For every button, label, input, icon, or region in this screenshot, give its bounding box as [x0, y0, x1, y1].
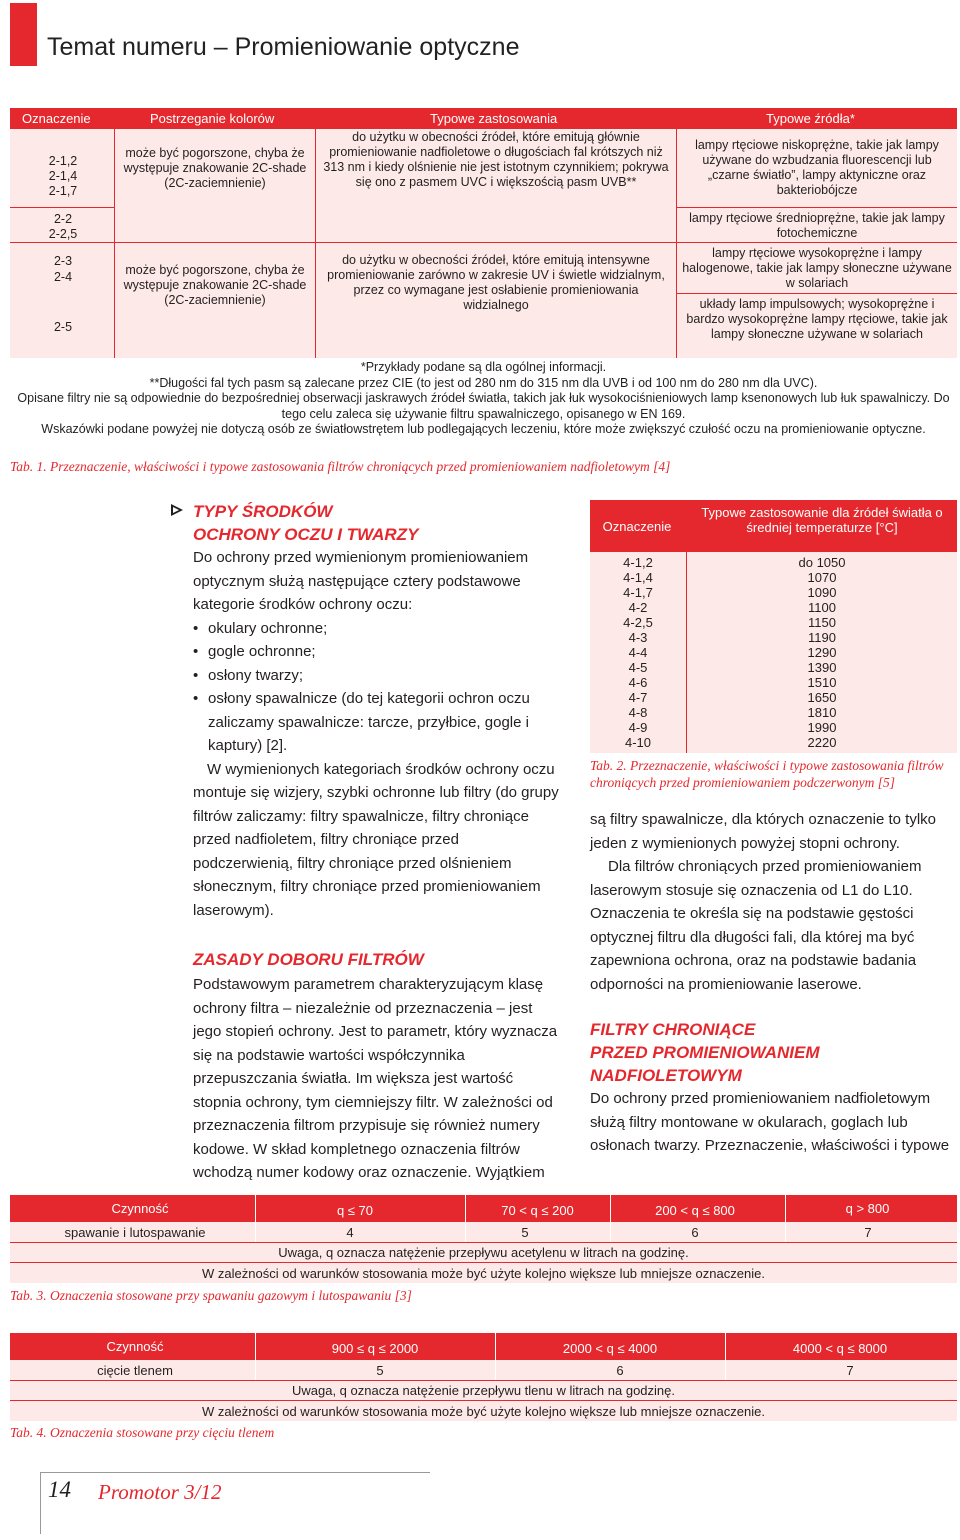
- temperature-cell: 1990: [807, 720, 837, 735]
- title-dash: –: [206, 33, 235, 61]
- heading-types: [193, 500, 561, 546]
- table-4-caption: Tab. 4. Oznaczenia stosowane przy cięciu tlenem: [10, 1425, 275, 1440]
- source-cell: lampy rtęciowe średnioprężne, takie jak lampy fotochemiczne: [689, 211, 945, 240]
- heading-line: NADFIOLETOWYM: [590, 1066, 742, 1085]
- table-4-header: [10, 1333, 957, 1360]
- code-cell: 2-2,5: [48, 227, 78, 241]
- temperature-cell: 1100: [808, 600, 836, 615]
- code-cell: 4-7: [628, 690, 648, 705]
- table-1: [10, 108, 957, 358]
- footer-divider: [40, 1472, 430, 1473]
- heading-line: FILTRY CHRONIĄCE: [590, 1020, 756, 1039]
- col-header: 200 < q ≤ 800: [655, 1203, 735, 1218]
- value-cell: 7: [846, 1363, 854, 1378]
- code-cell: 4-4: [628, 645, 648, 660]
- code-cell: 2-1,4: [48, 169, 78, 183]
- col-header: q ≤ 70: [336, 1203, 374, 1218]
- page-number: 14: [48, 1477, 71, 1502]
- section-arrow-icon: [171, 504, 183, 516]
- col-header: Oznaczenie: [602, 519, 672, 534]
- value-cell: 5: [376, 1363, 384, 1378]
- code-cell: 4-1,7: [623, 585, 653, 600]
- col-header: Postrzeganie kolorów: [150, 111, 275, 126]
- table-3-caption: Tab. 3. Oznaczenia stosowane przy spawaniu gazowym i lutospawaniu [3]: [10, 1288, 412, 1303]
- heading-uv-filters: [590, 1018, 960, 1087]
- value-cell: 4: [346, 1225, 354, 1240]
- col-header: 70 < q ≤ 200: [501, 1203, 574, 1218]
- heading-line: TYPY ŚRODKÓW: [193, 502, 333, 521]
- table-2-header: [590, 500, 957, 552]
- usage-cell: do użytku w obecności źródeł, które emitują intensywne promieniowanie zarówno w zakresie UV i świetle widzialnym, przez co wymagane jest osłabienie promieniowania widzialnego: [327, 253, 665, 312]
- col-header: Czynność: [106, 1339, 164, 1354]
- temperature-cell: 1290: [807, 645, 837, 660]
- bullet-list: [193, 617, 561, 758]
- col-header: 2000 < q ≤ 4000: [562, 1341, 658, 1356]
- list-item: • gogle ochronne;: [193, 640, 561, 664]
- code-cell: 4-9: [628, 720, 648, 735]
- table-1-notes: [10, 360, 957, 438]
- right-column: [590, 808, 960, 1158]
- value-cell: 6: [691, 1225, 699, 1240]
- note-line: Uwaga, q oznacza natężenie przepływu tlenu w litrach na godzinę.: [291, 1383, 675, 1398]
- code-cell: 2-3: [53, 254, 73, 268]
- note-line: Wskazówki podane powyżej nie dotyczą osób ze światłowstrętem lub podlegających leczeniu, które może zwiększyć czułość oczu na promieniowanie optyczne.: [41, 422, 926, 436]
- page-title: [47, 33, 519, 62]
- paragraph: Dla filtrów chroniących przed promieniowaniem laserowym stosuje się oznaczenia od L1 do L10. Oznaczenia te określa się na podstawie gęstości optycznej filtru dla długości fali, dla której ma być zapewniona ochrona, oraz na podstawie badania odporności na promieniowanie laserowe.: [590, 858, 922, 993]
- code-cell: 2-4: [53, 270, 73, 284]
- table-3: [10, 1195, 957, 1283]
- value-cell: 7: [864, 1225, 872, 1240]
- table-1-caption: Tab. 1. Przeznaczenie, właściwości i typowe zastosowania filtrów chroniących przed promieniowaniem nadfioletowym [4]: [10, 459, 671, 474]
- paragraph: W wymienionych kategoriach środków ochrony oczu montuje się wizjery, szybki ochronne lub filtry (do grupy filtrów zaliczamy: filtry spawalnicze, filtry chroniące przed nadfioletem, filtry chroniące przed podczerwienią, filtry chroniące przed olśnieniem słonecznym, filtry chroniące przed promieniowaniem laserowym).: [193, 760, 559, 919]
- section-label: Temat numeru: [47, 33, 207, 61]
- code-cell: 4-6: [628, 675, 648, 690]
- code-cell: 2-5: [53, 320, 73, 334]
- value-cell: 6: [616, 1363, 624, 1378]
- code-cell: 4-2: [628, 600, 648, 615]
- code-cell: 4-1,4: [623, 570, 653, 585]
- code-cell: 2-1,7: [48, 184, 78, 198]
- note-line: **Długości fal tych pasm są zalecane przez CIE (to jest od 280 nm do 315 nm dla UVB i od 100 nm do 280 nm dla UVC).: [149, 375, 818, 390]
- temperature-cell: 1810: [807, 705, 837, 720]
- table-1-header: [10, 108, 957, 129]
- col-header: q > 800: [845, 1201, 890, 1216]
- note-line: Opisane filtry nie są odpowiednie do bezpośredniej obserwacji jaskrawych źródeł światła, takich jak łuk wysokociśnieniowych lamp ksenonowych lub łuk spawalniczy. Do tego celu zaleca się używanie filtru spawalniczego, opisanego w EN 169.: [17, 391, 950, 421]
- code-cell: 4-3: [628, 630, 648, 645]
- col-header: Typowe zastosowanie dla źródeł światła o średniej temperaturze [°C]: [701, 505, 943, 535]
- col-header: Typowe zastosowania: [430, 111, 558, 126]
- activity-cell: cięcie tlenem: [97, 1363, 173, 1378]
- code-cell: 4-10: [624, 735, 652, 750]
- note-line: *Przykłady podane są dla ogólnej informacji.: [360, 360, 607, 374]
- code-cell: 2-1,2: [48, 154, 78, 168]
- value-cell: 5: [521, 1225, 529, 1240]
- heading-line: PRZED PROMIENIOWANIEM: [590, 1043, 820, 1062]
- temperature-cell: 1510: [807, 675, 837, 690]
- perception-cell: może być pogorszone, chyba że występuje znakowanie 2C-shade (2C-zaciemnienie): [123, 263, 307, 307]
- perception-cell: może być pogorszone, chyba że występuje znakowanie 2C-shade (2C-zaciemnienie): [123, 146, 307, 190]
- note-line: W zależności od warunków stosowania może być użyte kolejno większe lub mniejsze oznaczenie.: [202, 1404, 765, 1419]
- topic-label: Promieniowanie optyczne: [234, 33, 520, 61]
- temperature-cell: 1190: [808, 630, 836, 645]
- heading-rules: ZASADY DOBORU FILTRÓW: [193, 950, 424, 969]
- table-2-caption: Tab. 2. Przeznaczenie, właściwości i typowe zastosowania filtrów chroniących przed promieniowaniem podczerwonym [5]: [590, 758, 944, 790]
- table-4: [10, 1333, 957, 1421]
- temperature-cell: 1150: [808, 615, 836, 630]
- temperature-cell: 1390: [807, 660, 837, 675]
- col-header: 900 ≤ q ≤ 2000: [331, 1341, 419, 1356]
- code-cell: 4-1,2: [623, 555, 653, 570]
- code-cell: 4-2,5: [623, 615, 653, 630]
- col-header: Typowe źródła*: [766, 111, 855, 126]
- header-accent-block: [10, 3, 37, 66]
- left-column: [193, 500, 561, 1185]
- temperature-cell: 2220: [807, 735, 837, 750]
- source-cell: lampy rtęciowe niskoprężne, takie jak lampy używane do wzbudzania fluorescencji lub „czarne światło”, lampy aktyniczne oraz bakteriobójcze: [695, 138, 939, 197]
- intro-paragraph: Do ochrony przed wymienionym promieniowaniem optycznym służą następujące cztery podstawowe kategorie środków ochrony oczu:: [193, 549, 529, 613]
- col-header: 4000 < q ≤ 8000: [792, 1341, 888, 1356]
- temperature-cell: do 1050: [798, 555, 846, 570]
- col-header: Czynność: [111, 1201, 169, 1216]
- note-line: Uwaga, q oznacza natężenie przepływu acetylenu w litrach na godzinę.: [278, 1245, 689, 1260]
- heading-line: OCHRONY OCZU I TWARZY: [193, 525, 419, 544]
- note-line: W zależności od warunków stosowania może być użyte kolejno większe lub mniejsze oznaczenie.: [202, 1266, 765, 1281]
- usage-cell: do użytku w obecności źródeł, które emitują głównie promieniowanie nadfioletowe o długościach fal krótszych niż 313 nm i kiedy olśnienie nie jest istotnym czynnikiem; pokrywa się ono z pasmem UVC i większością pasm UVB**: [323, 130, 669, 189]
- source-cell: lampy rtęciowe wysokoprężne i lampy halogenowe, takie jak lampy słoneczne używane w solariach: [682, 246, 952, 290]
- list-item: • osłony twarzy;: [193, 664, 561, 688]
- source-cell: układy lamp impulsowych; wysokoprężne i bardzo wysokoprężne lampy rtęciowe, takie jak lampy słoneczne używane w solariach: [686, 297, 948, 341]
- col-header: Oznaczenie: [22, 111, 91, 126]
- code-cell: 2-2: [53, 212, 73, 226]
- list-item: • osłony spawalnicze (do tej kategorii ochron oczu zaliczamy spawalnicze: tarcze, przyłbice, gogle i kaptury) [2].: [193, 687, 561, 758]
- table-2: [590, 500, 957, 753]
- table-3-header: [10, 1195, 957, 1222]
- publication-name: Promotor 3/12: [98, 1480, 222, 1504]
- paragraph: są filtry spawalnicze, dla których oznaczenie to tylko jeden z wymienionych powyżej stopni ochrony.: [590, 811, 936, 852]
- footer-divider-vertical: [40, 1472, 41, 1534]
- temperature-cell: 1650: [807, 690, 837, 705]
- code-cell: 4-8: [628, 705, 648, 720]
- paragraph: Do ochrony przed promieniowaniem nadfioletowym służą filtry montowane w okularach, goglach lub osłonach twarzy. Przeznaczenie, właściwości i typowe: [590, 1090, 950, 1154]
- code-cell: 4-5: [628, 660, 648, 675]
- temperature-cell: 1090: [807, 585, 837, 600]
- temperature-cell: 1070: [807, 570, 837, 585]
- list-item: • okulary ochronne;: [193, 617, 561, 641]
- paragraph: Podstawowym parametrem charakteryzującym klasę ochrony filtra – niezależnie od przeznaczenia – jest jego stopień ochrony. Jest to parametr, który wyznacza się na podstawie wartości współczynnika przepuszczania światła. Im większa jest wartość stopnia ochrony, tym ciemniejszy filtr. W zależności od przeznaczenia filtrom przypisuje się również numery kodowe. W skład kompletnego oznaczenia filtrów wchodzą numer kodowy oraz oznaczenie. Wyjątkiem: [193, 976, 558, 1181]
- activity-cell: spawanie i lutospawanie: [64, 1225, 206, 1240]
